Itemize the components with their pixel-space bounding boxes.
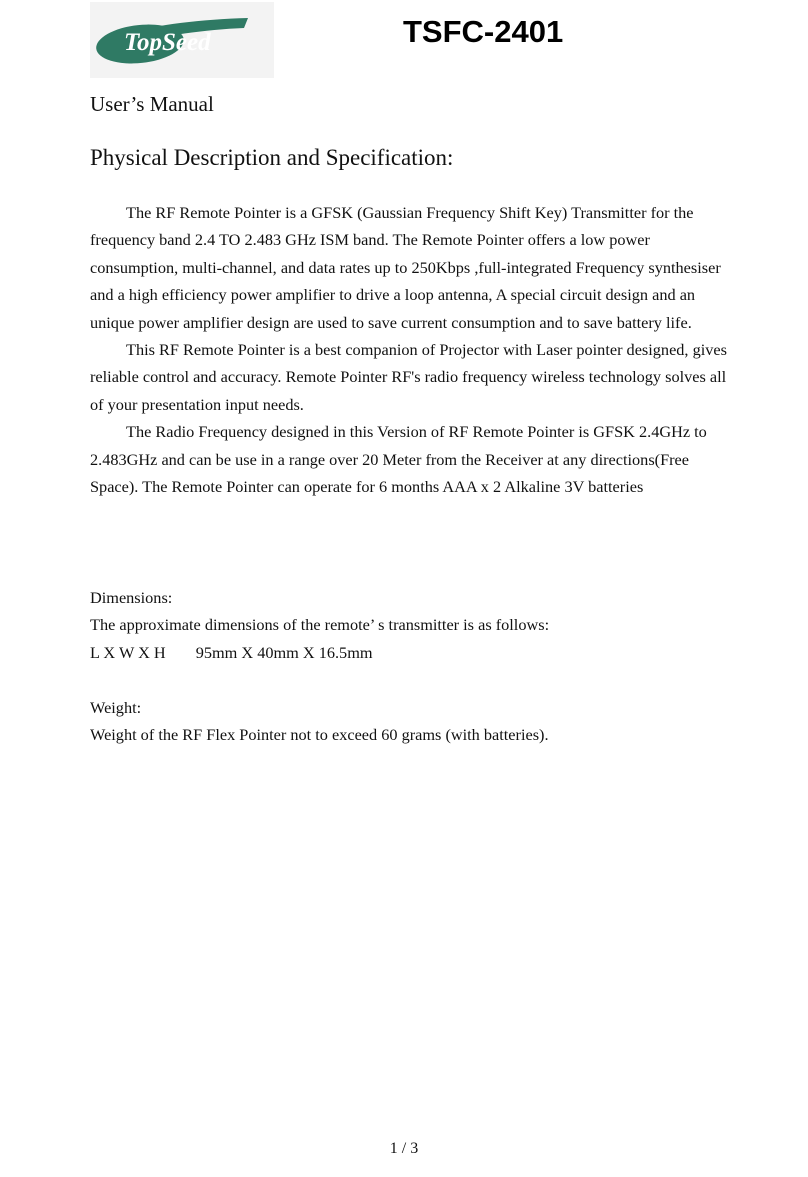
paragraph-frequency: The Radio Frequency designed in this Version of RF Remote Pointer is GFSK 2.4GHz to 2.483GHz and can be use in a range over 20 Meter from the Receiver at any directions(Free Space). The Remote Pointer can operate for 6 months AAA x 2 Alkaline 3V batteries <box>90 422 707 497</box>
topseed-logo <box>90 2 274 78</box>
paragraph-overview: The RF Remote Pointer is a GFSK (Gaussian Frequency Shift Key) Transmitter for the frequency band 2.4 TO 2.483 GHz ISM band. The Remote Pointer offers a low power consumption, multi-channel, and data rates up to 250Kbps ,full-integrated Frequency synthesiser and a high efficiency power amplifier to drive a loop antenna, A special circuit design and an unique power amplifier design are used to save current consumption and to save battery life. <box>90 203 721 332</box>
model-number: TSFC-2401 <box>403 14 564 49</box>
dimensions-row <box>90 639 549 666</box>
description-body <box>90 199 730 500</box>
dimensions-intro: The approximate dimensions of the remote’ s transmitter is as follows: <box>90 615 550 635</box>
weight-heading: Weight: <box>90 698 142 717</box>
dimensions-section <box>90 584 549 666</box>
page-number: 1 / 3 <box>389 1140 419 1157</box>
weight-section <box>90 694 549 749</box>
weight-text: Weight of the RF Flex Pointer not to exceed 60 grams (with batteries). <box>90 725 549 745</box>
section-title: Physical Description and Specification: <box>90 145 454 170</box>
topseed-logo-mark <box>90 2 274 78</box>
paragraph-companion: This RF Remote Pointer is a best companion of Projector with Laser pointer designed, gives reliable control and accuracy. Remote Pointer RF's radio frequency wireless technology solves all of your presentation input needs. <box>90 340 727 414</box>
manual-title: User’s Manual <box>90 92 214 116</box>
logo-text: TopSeed <box>124 29 211 56</box>
dimensions-label: L X W X H <box>90 642 166 662</box>
dimensions-value: 95mm X 40mm X 16.5mm <box>195 642 373 662</box>
dimensions-heading: Dimensions: <box>90 588 173 607</box>
